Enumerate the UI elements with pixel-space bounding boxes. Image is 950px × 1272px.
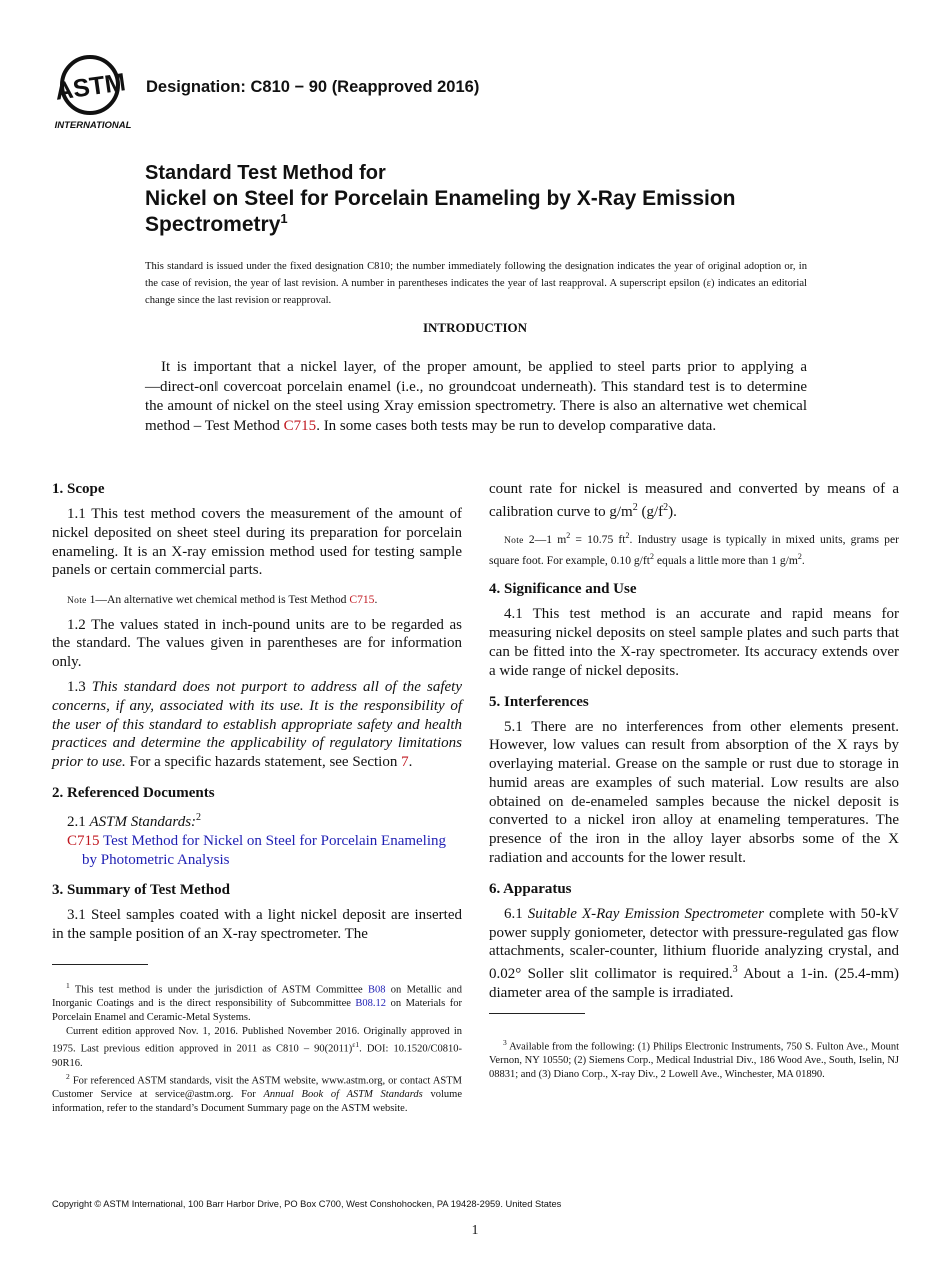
footnotes-right: [489, 1036, 899, 1082]
footnote-1: $^1$ This test method is under the jurisdiction of ASTM Committee B08 on Metallic and Inorganic Coatings and is the direct responsibility of Subcommittee B08.12 on Materials for Porcelain Enamel and Ceramic-Metal Systems.: [52, 981, 462, 1023]
footnotes-left: [52, 979, 462, 1116]
paragraph-3-1: 3.1 Steel samples coated with a light nickel deposit are inserted in the sample position of an X-ray spectrometer. The: [52, 907, 462, 943]
paragraph-2-1: 2.1 ASTM Standards:$^2$: [67, 812, 202, 831]
link-b08-12[interactable]: B08.12: [355, 998, 387, 1010]
title-footnote-mark: 1: [280, 211, 288, 226]
section-4-heading: 4. Significance and Use: [489, 581, 637, 598]
section-2-heading: 2. Referenced Documents: [52, 785, 215, 802]
reference-c715[interactable]: C715 Test Method for Nickel on Steel for Porcelain Enameling by Photometric Analysis: [67, 832, 447, 868]
footnote-3: $^3$ Available from the following: (1) Philips Electronic Instruments, 750 S. Fulton Ave., Mount Vernon, NY 10550; (2) Siemens Corp., Medical Industrial Div., 186 Wood Ave., South, Iselin, NJ 08831; and (3) Diano Corp., X-ray Div., 2 Lowell Ave., Winchester, MA 01890.: [489, 1037, 899, 1080]
link-b08[interactable]: B08: [367, 984, 386, 996]
left-column: [52, 480, 462, 1116]
footnote-2: $^2$ For referenced ASTM standards, visit the ASTM website, www.astm.org, or contact ASTM Customer Service at service@astm.org. For Annual Book of ASTM Standards volume information, refer to the standard’s Document Summary page on the ASTM website.: [52, 1072, 462, 1115]
section-1-heading: 1. Scope: [52, 481, 105, 497]
link-c715[interactable]: C715: [283, 417, 317, 434]
logo-subtext: INTERNATIONAL: [54, 120, 132, 131]
footnote-1-edition: Current edition approved Nov. 1, 2016. Published November 2016. Originally approved in 1975. Last previous edition approved in 2011 as $C810 - 90(2011)^{\varepsilon 1}$. DOI: 10.1520/C0810-90R16.: [52, 1025, 462, 1069]
designation: Designation: C810 − 90 (Reapproved 2016): [146, 78, 480, 96]
paragraph-1-2: 1.2 The values stated in inch-pound units are to be regarded as the standard. The values given in parentheses are for information only.: [52, 616, 462, 671]
section-6-heading: 6. Apparatus: [489, 880, 572, 897]
page-number: 1: [471, 1222, 479, 1237]
paragraph-1-1: 1.1 This test method covers the measurement of the amount of nickel deposited on sheet steel during its preparation for porcelain enameling. It is an X-ray emission method used for testing sample panels or certain commercial parts.: [52, 506, 462, 579]
introduction-heading: INTRODUCTION: [422, 320, 527, 335]
link-c715-note[interactable]: C715: [349, 593, 375, 607]
title-line-3: Spectrometry: [145, 213, 281, 236]
copyright: Copyright © ASTM International, 100 Barr Harbor Drive, PO Box C700, West Conshohocken, PA 19428-2959. United States: [52, 1199, 562, 1209]
section-3-heading: 3. Summary of Test Method: [52, 882, 230, 899]
standard-note: This standard is issued under the fixed designation C810; the number immediately following the designation indicates the year of original adoption or, in the case of revision, the year of last revision. A number in parentheses indicates the year of last reapproval. A superscript epsilon (ε) indicates an editorial change since the last revision or reapproval.: [145, 261, 807, 306]
document-title: [145, 160, 845, 238]
introduction-text: It is important that a nickel layer, of the proper amount, be applied to steel parts prior to applying a ―direct-on‖ covercoat porcelain enamel (i.e., no groundcoat underneath). This standard test is to determine the amount of nickel on the steel using Xray emission spectrometry. There is also an alternative wet chemical method – Test Method C715. In some cases both tests may be run to develop comparative data.: [145, 359, 807, 434]
logo-text: ASTM: [53, 68, 128, 106]
paragraph-4-1: 4.1 This test method is an accurate and rapid means for measuring nickel deposits on steel sample plates and such parts that can be fitted into the X-ray spectrometer. Its accuracy extends over a wide range of nickel deposits.: [489, 606, 899, 679]
note-1: Note 1—An alternative wet chemical method is Test Method C715.: [67, 593, 378, 607]
paragraph-3-1-cont: count rate for nickel is measured and converted by means of a calibration curve to $g/m^2$ $(g/f^2)$.: [489, 481, 899, 520]
right-column: [489, 480, 899, 1081]
title-line-2: Nickel on Steel for Porcelain Enameling by X-Ray Emission: [145, 187, 736, 210]
paragraph-6-1: 6.1 Suitable X-Ray Emission Spectrometer complete with 50-kV power supply goniometer, detector with pressure-regulated gas flow attachments, scaler-counter, lithium fluoride analyzing crystal, and 0.02° Soller slit collimator is required.$^3$ About a 1-in. (25.4-mm) diameter area of the sample is irradiated.: [489, 905, 899, 1002]
note-2: Note 2—1 $m^2 = 10.75$ $ft^2$. Industry usage is typically in mixed units, grams per square foot. For example, 0.10 $g/ft^2$ equals a little more than 1 $g/m^2$.: [489, 530, 899, 567]
title-line-1: Standard Test Method for: [145, 162, 386, 184]
link-section-7[interactable]: 7: [401, 754, 409, 771]
section-5-heading: 5. Interferences: [489, 693, 589, 710]
paragraph-5-1: 5.1 There are no interferences from other elements present. However, low values can result from absorption of the X rays by overlaying material. Grease on the sample or rust due to storage in humid areas are examples of such material. Low results are also obtained on de-enameled samples because the nickel deposit is converted to a nickel iron alloy at enameling temperatures. The presence of the iron in the alloy layer absorbs some of the X radiation and accounts for the lower result.: [489, 718, 899, 867]
paragraph-1-3: 1.3 This standard does not purport to address all of the safety concerns, if any, associated with its use. It is the responsibility of the user of this standard to establish appropriate safety and health practices and determine the applicability of regulatory limitations prior to use. For a specific hazards statement, see Section 7.: [52, 679, 462, 771]
astm-logo: [50, 52, 136, 132]
